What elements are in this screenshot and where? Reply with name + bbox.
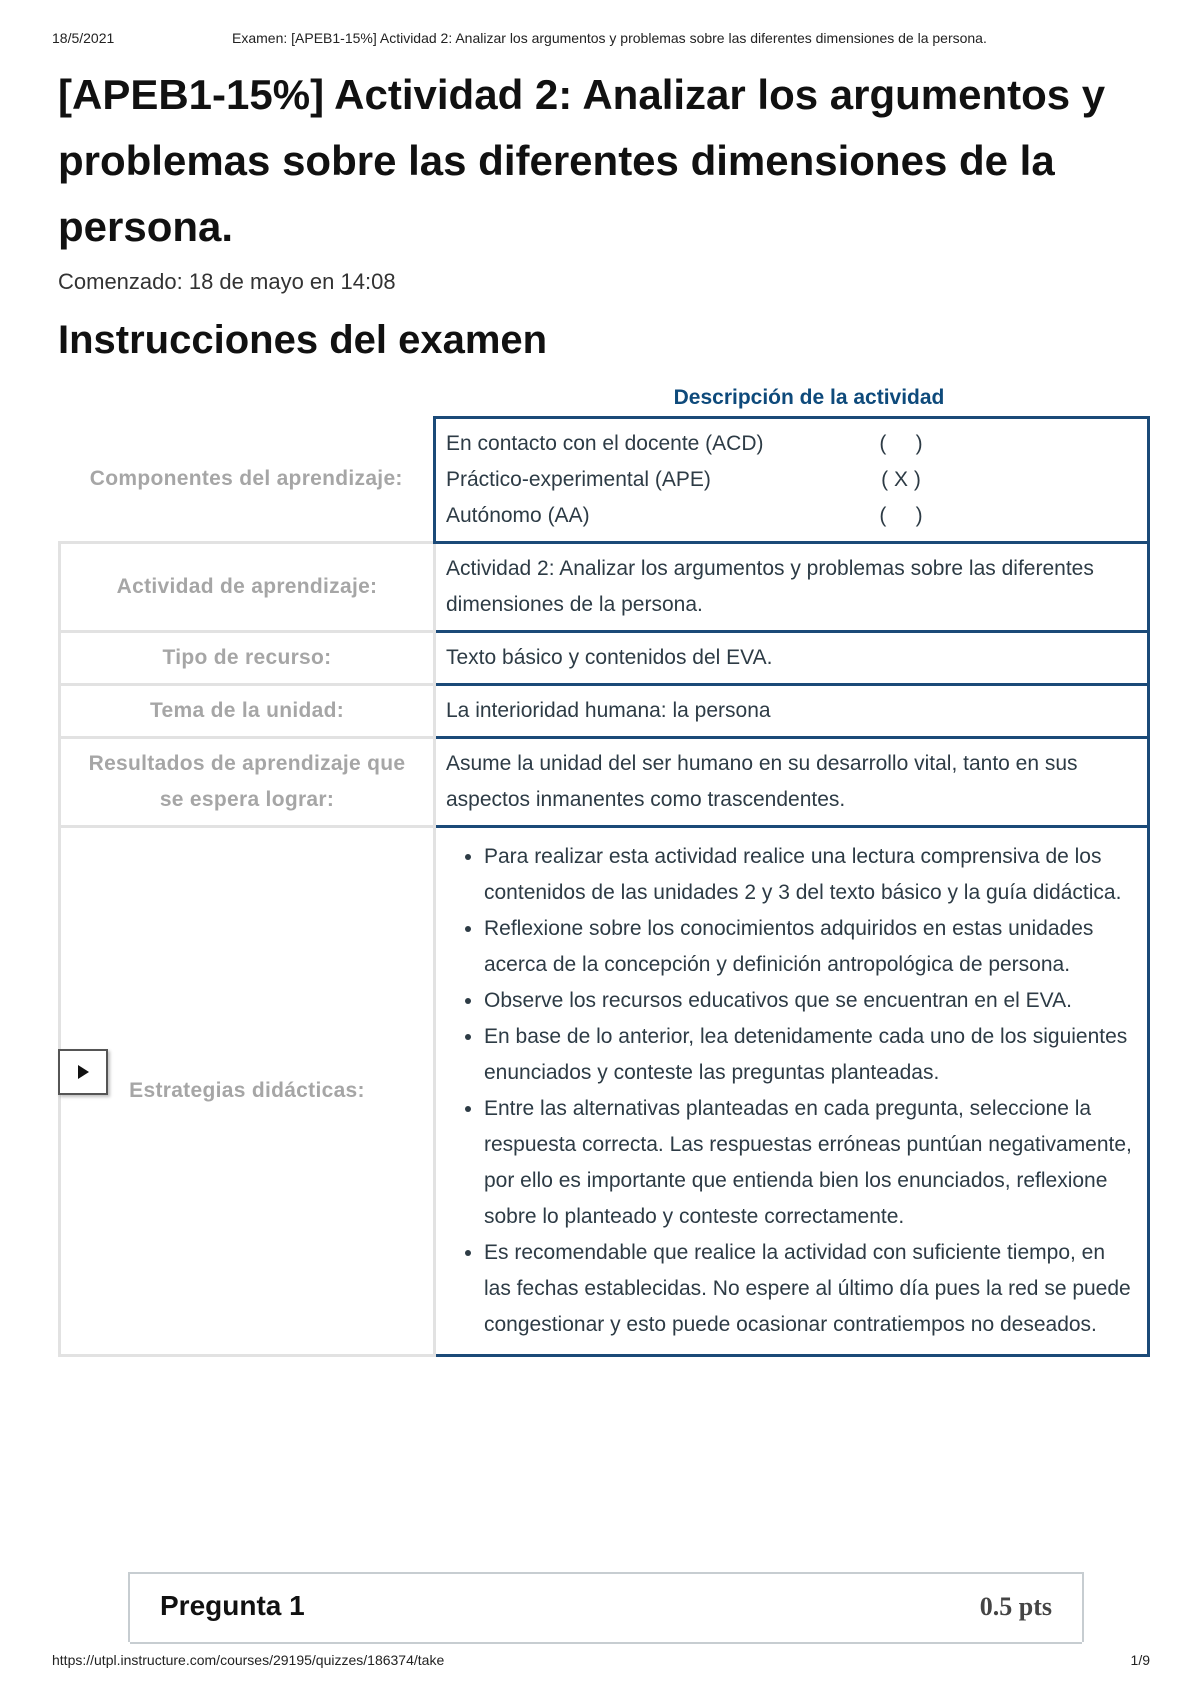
unit-topic-row [60, 685, 1149, 738]
learning-activity-value: Actividad 2: Analizar los argumentos y problemas sobre las diferentes dimensiones de la persona. [435, 543, 1149, 632]
unit-topic-value: La interioridad humana: la persona [435, 685, 1149, 738]
expected-results-value: Asume la unidad del ser humano en su desarrollo vital, tanto en sus aspectos inmanentes como trascendentes. [435, 738, 1149, 827]
strategy-item: • Es recomendable que realice la actividad con suficiente tiempo, en las fechas establecidas. No espere al último día pues la red se puede congestionar y esto puede ocasionar contratiempos no deseados. [484, 1235, 1137, 1343]
strategy-item: • En base de lo anterior, lea detenidamente cada uno de los siguientes enunciados y conteste las preguntas planteadas. [484, 1019, 1137, 1091]
resource-type-value: Texto básico y contenidos del EVA. [435, 632, 1149, 685]
component-name: Práctico-experimental (APE) [446, 468, 711, 491]
started-timestamp: Comenzado: 18 de mayo en 14:08 [58, 269, 396, 294]
strategy-item: • Reflexione sobre los conocimientos adquiridos en estas unidades acerca de la concepción y definición antropológica de persona. [484, 911, 1137, 983]
quiz-title: [APEB1-15%] Actividad 2: Analizar los argumentos y problemas sobre las diferentes dimensiones de la persona. [58, 71, 1106, 250]
question-name: Pregunta 1 [160, 1590, 305, 1621]
instructions-heading: Instrucciones del examen [58, 318, 548, 362]
component-mark: ( ) [879, 504, 923, 527]
activity-description-table [58, 416, 1150, 1357]
learning-activity-label: Actividad de aprendizaje: [60, 543, 435, 632]
unit-topic-label: Tema de la unidad: [60, 685, 435, 738]
play-icon [78, 1065, 89, 1079]
resource-type-label: Tipo de recurso: [60, 632, 435, 685]
print-header [52, 30, 1150, 50]
strategies-value [435, 827, 1149, 1356]
print-url: https://utpl.instructure.com/courses/29195/quizzes/186374/take [52, 1652, 445, 1668]
component-item [446, 462, 1137, 498]
component-name: En contacto con el docente (ACD) [446, 432, 764, 455]
question-points: 0.5 pts [979, 1592, 1052, 1621]
strategies-list [446, 839, 1137, 1343]
print-page-number: 1/9 [1130, 1652, 1150, 1668]
expected-results-label: Resultados de aprendizaje que se espera lograr: [60, 738, 435, 827]
activity-caption: Descripción de la actividad [673, 386, 945, 409]
quiz-content [58, 62, 1158, 1357]
components-label: Componentes del aprendizaje: [89, 467, 403, 491]
question-header [130, 1574, 1082, 1644]
play-button[interactable] [58, 1049, 108, 1095]
print-footer [52, 1652, 1150, 1672]
expected-results-row [60, 738, 1149, 827]
strategy-item: • Para realizar esta actividad realice una lectura comprensiva de los contenidos de las unidades 2 y 3 del texto básico y la guía didáctica. [484, 839, 1137, 911]
strategy-item: • Observe los recursos educativos que se encuentran en el EVA. [484, 983, 1137, 1019]
component-item [446, 426, 1137, 462]
learning-activity-row [60, 543, 1149, 632]
components-value [435, 418, 1149, 543]
print-date: 18/5/2021 [52, 30, 115, 46]
print-document-title: Examen: [APEB1-15%] Actividad 2: Analizar los argumentos y problemas sobre las diferentes dimensiones de la persona. [232, 30, 987, 46]
activity-caption-row [58, 386, 1150, 410]
component-item [446, 498, 1137, 534]
question-card [128, 1572, 1084, 1642]
component-mark: ( ) [879, 432, 923, 455]
resource-type-row [60, 632, 1149, 685]
component-name: Autónomo (AA) [446, 504, 590, 527]
components-row [60, 418, 1149, 543]
strategies-row [60, 827, 1149, 1356]
component-mark: ( X ) [881, 468, 921, 491]
strategies-label: Estrategias didácticas: [60, 827, 435, 1356]
strategy-item: • Entre las alternativas planteadas en cada pregunta, seleccione la respuesta correcta. Las respuestas erróneas puntúan negativamente, por ello es importante que entienda bien los enunciados, reflexione sobre lo planteado y conteste correctamente. [484, 1091, 1137, 1235]
